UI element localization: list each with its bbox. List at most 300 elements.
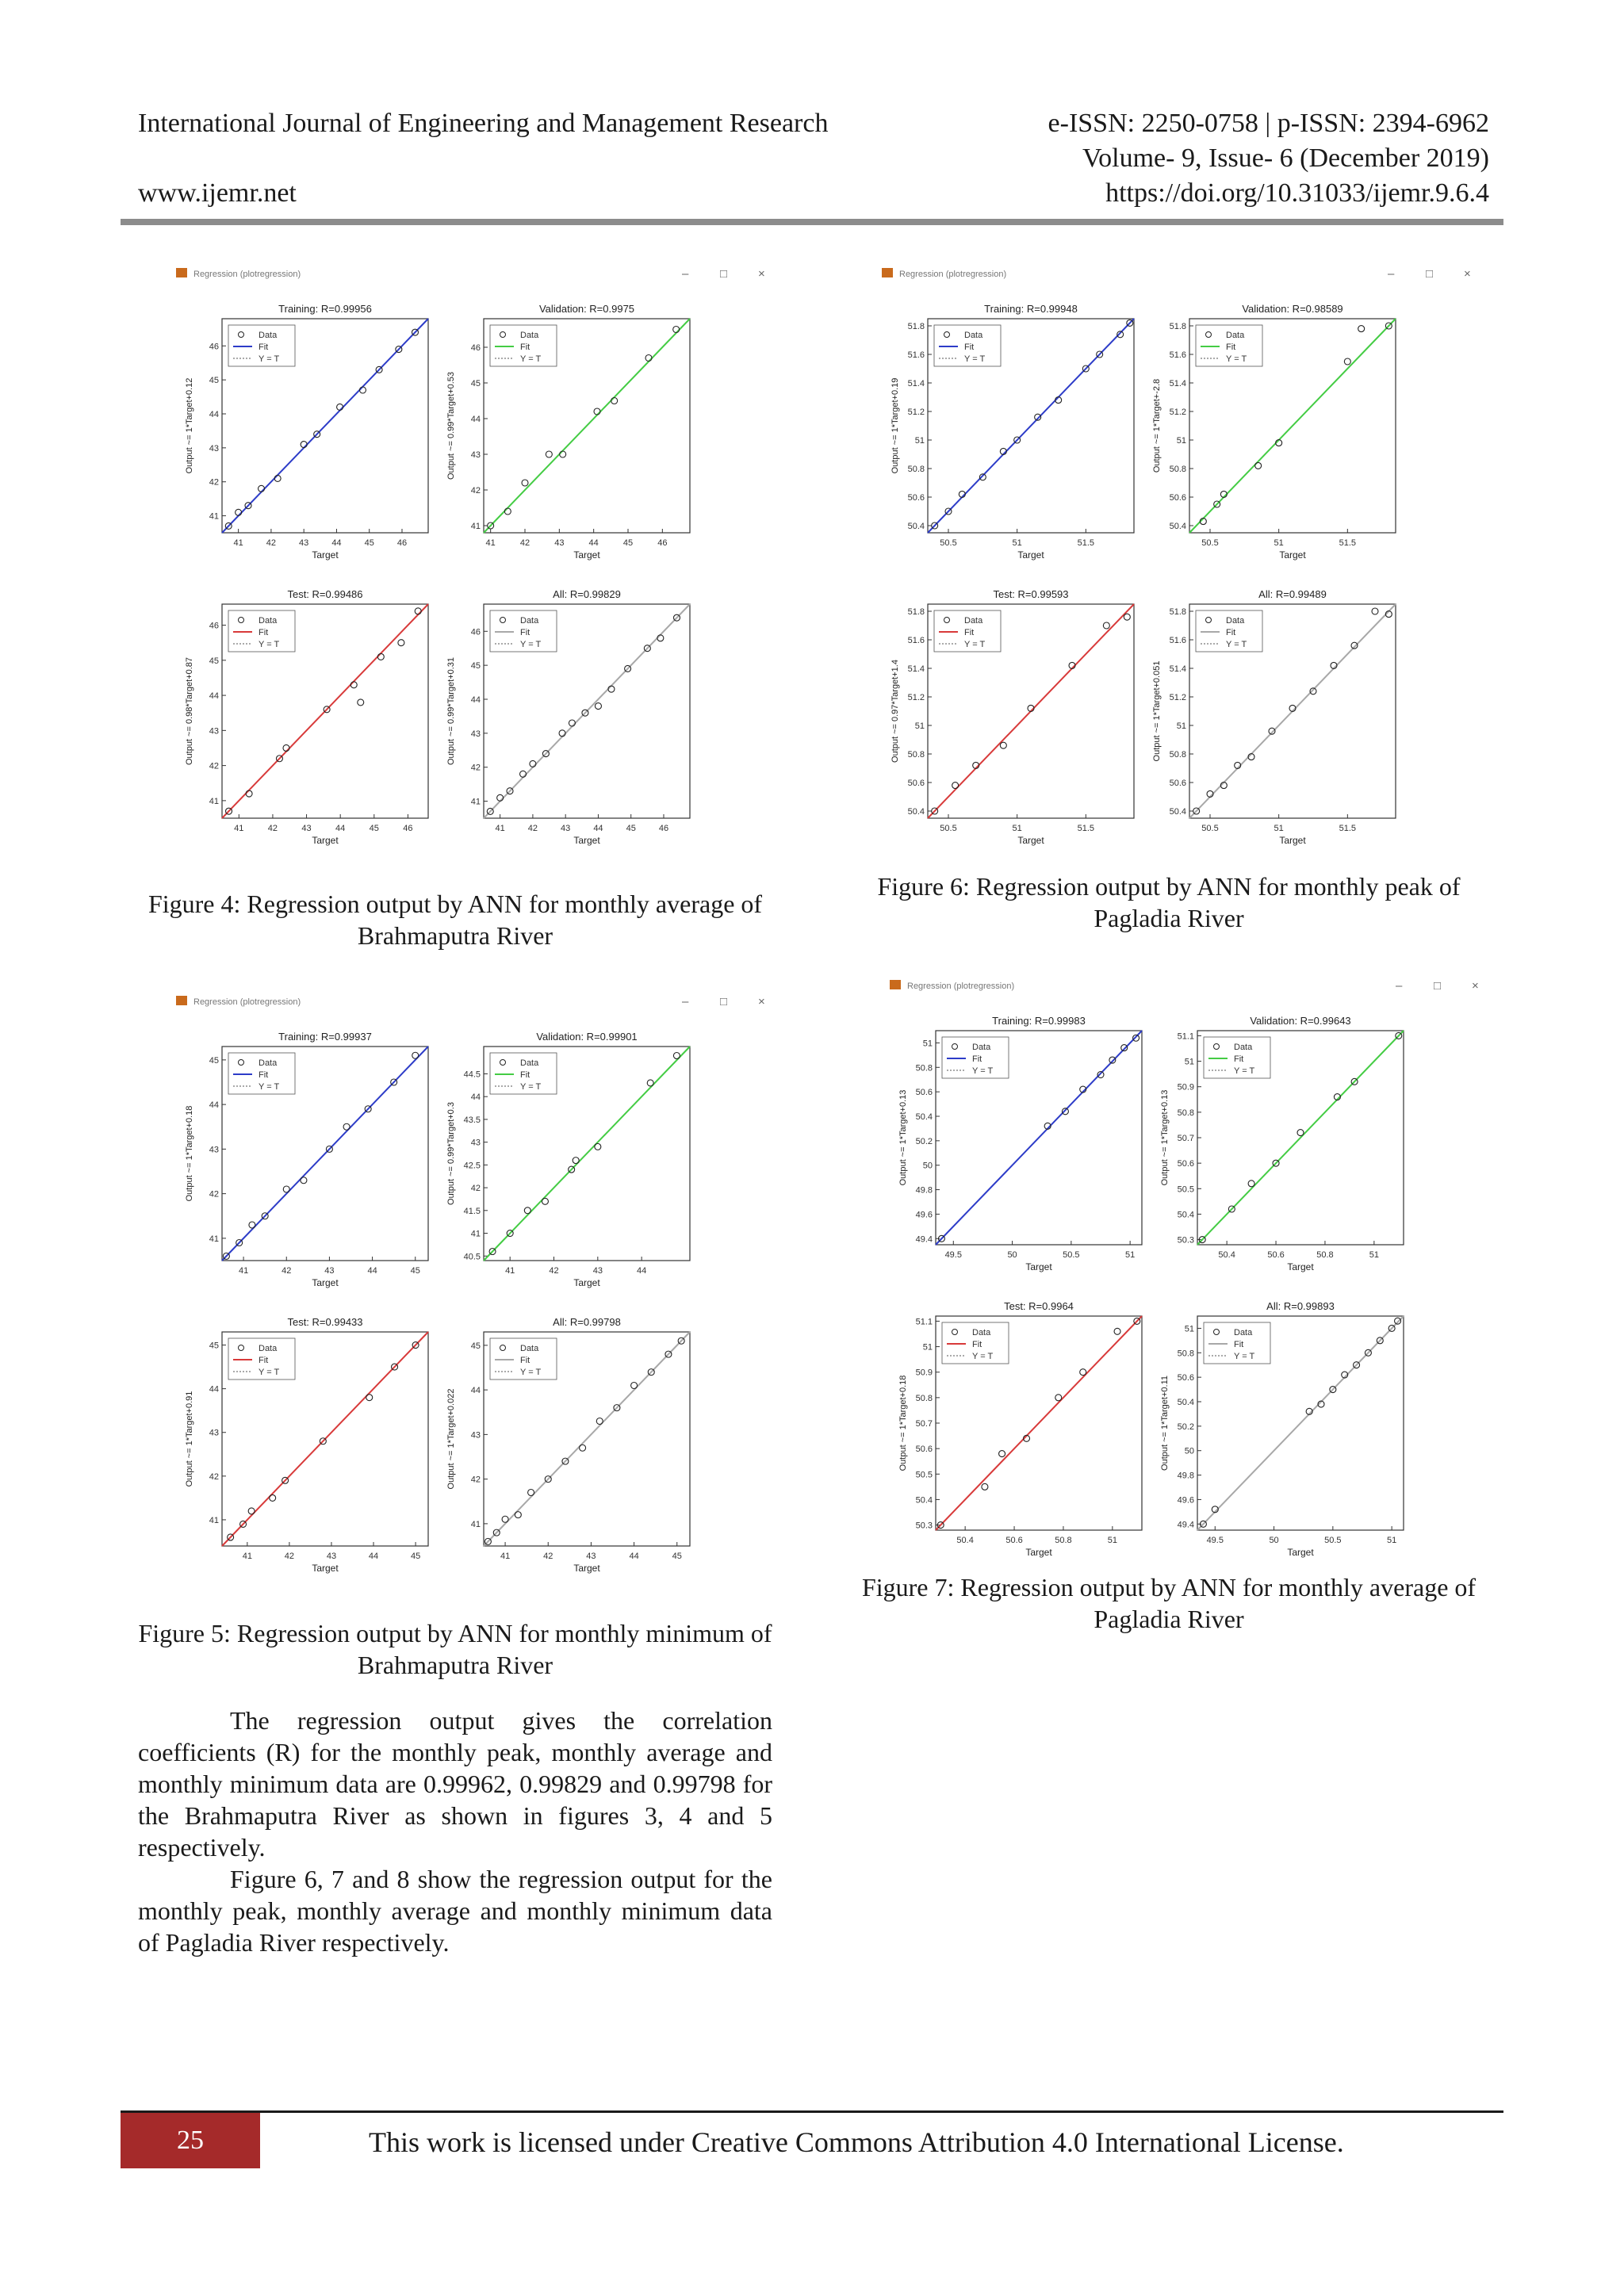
y-tick-label: 41: [209, 796, 219, 806]
legend-yt-label: Y = T: [259, 1082, 280, 1092]
figure-4-caption: Figure 4: Regression output by ANN for monthly average of Brahmaputra River: [147, 890, 763, 950]
legend-yt-label: Y = T: [259, 1368, 280, 1377]
x-axis-label: Target: [573, 549, 600, 561]
plot-title-validation: Validation: R=0.99643: [1250, 1015, 1351, 1027]
maximize-button: □: [720, 995, 728, 1008]
x-tick-label: 50: [1269, 1536, 1279, 1545]
legend-fit-label: Fit: [520, 1356, 530, 1365]
legend-yt-label: Y = T: [1234, 1066, 1255, 1076]
y-tick-label: 51.1: [1177, 1031, 1194, 1042]
x-axis-label: Target: [1287, 1547, 1314, 1558]
regression-window: [872, 967, 1479, 1570]
regression-window: [864, 255, 1471, 858]
minimize-button: –: [682, 267, 689, 281]
x-tick-label: 44: [331, 538, 342, 548]
body-paragraph-2: Figure 6, 7 and 8 show the regression output for the monthly peak, monthly average and monthly minimum data of Pagladia River respectively.: [138, 1865, 772, 1957]
y-tick-label: 44.5: [463, 1070, 481, 1080]
plot-title-all: All: R=0.99893: [1266, 1300, 1335, 1312]
plot-title-training: Training: R=0.99948: [984, 303, 1078, 315]
legend-data-label: Data: [972, 1328, 991, 1337]
y-tick-label: 50.6: [907, 779, 925, 788]
y-tick-label: 50.4: [915, 1112, 933, 1122]
legend-fit-label: Fit: [1226, 342, 1236, 352]
y-tick-label: 49.8: [1177, 1471, 1194, 1481]
y-tick-label: 50.6: [1177, 1159, 1194, 1169]
x-tick-label: 42: [543, 1552, 553, 1561]
x-tick-label: 43: [326, 1552, 337, 1561]
y-tick-label: 50.6: [915, 1445, 933, 1455]
plot-title-training: Training: R=0.99937: [278, 1031, 372, 1043]
x-axis-label: Target: [1017, 835, 1044, 846]
y-tick-label: 50.4: [915, 1495, 933, 1506]
y-tick-label: 50.7: [1177, 1134, 1194, 1143]
y-tick-label: 50.9: [915, 1368, 933, 1378]
legend-data-label: Data: [1234, 1328, 1253, 1337]
y-tick-label: 50: [1184, 1446, 1194, 1456]
figure-7-caption: Figure 7: Regression output by ANN for monthly average of Pagladia River: [861, 1573, 1477, 1633]
y-tick-label: 46: [209, 621, 219, 631]
legend-fit-label: Fit: [964, 628, 975, 637]
y-tick-label: 43.5: [463, 1115, 481, 1125]
y-tick-label: 43: [209, 443, 219, 453]
y-axis-label: Output ~= 1*Target+0.022: [446, 1388, 456, 1490]
y-tick-label: 51.2: [1169, 693, 1186, 702]
plot-title-test: Test: R=0.99486: [287, 588, 363, 600]
legend-data-label: Data: [520, 331, 539, 340]
y-tick-label: 42: [209, 477, 219, 488]
x-tick-label: 45: [364, 538, 374, 548]
x-tick-label: 44: [593, 824, 603, 833]
x-tick-label: 43: [561, 824, 571, 833]
y-tick-label: 51: [922, 1039, 933, 1049]
y-tick-label: 51.2: [907, 693, 925, 702]
legend-fit-label: Fit: [972, 1054, 982, 1064]
legend-data-label: Data: [964, 331, 983, 340]
maximize-button: □: [1434, 979, 1442, 993]
x-tick-label: 50.5: [1324, 1536, 1342, 1545]
y-tick-label: 50.4: [907, 807, 925, 817]
legend-data-label: Data: [972, 1043, 991, 1052]
legend-data-label: Data: [520, 616, 539, 626]
x-tick-label: 43: [324, 1266, 335, 1276]
body-text: [138, 1705, 772, 1958]
legend-yt-label: Y = T: [1234, 1352, 1255, 1361]
y-tick-label: 49.8: [915, 1185, 933, 1196]
legend-yt-label: Y = T: [964, 640, 986, 649]
plot-title-test: Test: R=0.9964: [1004, 1300, 1074, 1312]
y-axis-label: Output ~= 1*Target+0.19: [891, 377, 900, 474]
y-tick-label: 44: [209, 410, 219, 419]
y-tick-label: 50.9: [1177, 1082, 1194, 1093]
y-tick-label: 42: [209, 1471, 219, 1482]
x-tick-label: 51: [1107, 1536, 1117, 1545]
x-tick-label: 42: [267, 824, 278, 833]
y-tick-label: 51.2: [1169, 408, 1186, 417]
x-tick-label: 44: [368, 1552, 379, 1561]
y-tick-label: 51: [1184, 1057, 1194, 1067]
y-tick-label: 51: [1176, 436, 1186, 446]
legend-fit-label: Fit: [259, 1070, 269, 1080]
x-tick-label: 50.5: [940, 824, 957, 833]
y-tick-label: 49.6: [915, 1210, 933, 1220]
x-tick-label: 49.5: [1206, 1536, 1224, 1545]
y-tick-label: 50.4: [1177, 1398, 1194, 1407]
close-button: ×: [1472, 979, 1479, 993]
y-tick-label: 51.4: [1169, 379, 1186, 388]
legend-yt-label: Y = T: [520, 354, 542, 364]
y-tick-label: 46: [209, 342, 219, 352]
x-tick-label: 43: [592, 1266, 603, 1276]
y-tick-label: 41: [470, 1519, 481, 1529]
x-tick-label: 41: [505, 1266, 515, 1276]
x-tick-label: 50.4: [956, 1536, 974, 1545]
legend-yt-label: Y = T: [972, 1352, 994, 1361]
y-tick-label: 50.6: [1177, 1373, 1194, 1383]
y-tick-label: 41: [209, 1234, 219, 1244]
y-tick-label: 50.8: [1169, 750, 1186, 760]
x-tick-label: 50.5: [940, 538, 957, 548]
y-tick-label: 50.3: [1177, 1235, 1194, 1246]
figure-5: [159, 983, 765, 1586]
plot-title-all: All: R=0.99798: [553, 1316, 621, 1328]
y-tick-label: 45: [209, 656, 219, 666]
y-tick-label: 51: [1176, 721, 1186, 731]
y-tick-label: 51.8: [907, 607, 925, 617]
x-tick-label: 43: [299, 538, 309, 548]
x-axis-label: Target: [312, 835, 339, 846]
legend-data-label: Data: [259, 616, 278, 626]
y-tick-label: 51.8: [907, 322, 925, 331]
app-icon: [176, 268, 187, 277]
window-title: Regression (plotregression): [907, 982, 1015, 991]
plot-title-all: All: R=0.99489: [1258, 588, 1327, 600]
y-tick-label: 51.6: [907, 350, 925, 360]
issn-line: e-ISSN: 2250-0758 | p-ISSN: 2394-6962: [1048, 109, 1489, 138]
x-tick-label: 43: [301, 824, 312, 833]
x-tick-label: 41: [238, 1266, 249, 1276]
x-tick-label: 41: [495, 824, 505, 833]
app-icon: [890, 980, 901, 989]
y-tick-label: 50.3: [915, 1521, 933, 1531]
x-tick-label: 50.5: [1063, 1250, 1080, 1260]
y-tick-label: 42: [470, 1184, 481, 1194]
close-button: ×: [1464, 267, 1471, 281]
y-tick-label: 44: [209, 691, 219, 702]
y-tick-label: 51.1: [915, 1317, 933, 1327]
x-tick-label: 42: [527, 824, 538, 833]
x-tick-label: 45: [410, 1266, 420, 1276]
x-tick-label: 41: [234, 824, 244, 833]
legend-yt-label: Y = T: [964, 354, 986, 364]
figure-5-caption: Figure 5: Regression output by ANN for monthly minimum of Brahmaputra River: [138, 1619, 772, 1679]
x-tick-label: 46: [658, 824, 669, 833]
legend-data-label: Data: [964, 616, 983, 626]
x-axis-label: Target: [1287, 1261, 1314, 1272]
x-tick-label: 50.8: [1055, 1536, 1072, 1545]
y-tick-label: 50.8: [915, 1063, 933, 1073]
y-tick-label: 43: [209, 1428, 219, 1438]
x-tick-label: 42: [266, 538, 277, 548]
close-button: ×: [758, 995, 765, 1008]
x-axis-label: Target: [312, 549, 339, 561]
figure-7: [872, 967, 1479, 1570]
legend-yt-label: Y = T: [259, 640, 280, 649]
y-axis-label: Output ~= 1*Target+0.12: [185, 377, 194, 474]
plot-title-validation: Validation: R=0.98589: [1242, 303, 1343, 315]
x-axis-label: Target: [312, 1277, 339, 1288]
legend-yt-label: Y = T: [972, 1066, 994, 1076]
legend-yt-label: Y = T: [1226, 354, 1247, 364]
y-tick-label: 43: [209, 726, 219, 737]
plot-title-all: All: R=0.99829: [553, 588, 621, 600]
legend-fit-label: Fit: [259, 342, 269, 352]
legend-yt-label: Y = T: [1226, 640, 1247, 649]
figure-4: [159, 255, 765, 858]
x-tick-label: 46: [657, 538, 668, 548]
y-axis-label: Output ~= 1*Target+0.11: [1160, 1376, 1170, 1471]
x-tick-label: 44: [588, 538, 599, 548]
x-axis-label: Target: [1279, 549, 1306, 561]
x-tick-label: 51: [1387, 1536, 1397, 1545]
x-tick-label: 51.5: [1339, 538, 1357, 548]
volume-line: Volume- 9, Issue- 6 (December 2019): [1082, 144, 1489, 173]
y-tick-label: 44: [209, 1384, 219, 1395]
x-tick-label: 41: [485, 538, 496, 548]
x-tick-label: 41: [233, 538, 243, 548]
x-tick-label: 50.4: [1218, 1250, 1235, 1260]
y-tick-label: 49.6: [1177, 1495, 1194, 1506]
x-tick-label: 50.6: [1005, 1536, 1023, 1545]
y-tick-label: 44: [470, 415, 481, 424]
x-tick-label: 51: [1125, 1250, 1136, 1260]
y-tick-label: 51: [1184, 1324, 1194, 1334]
y-tick-label: 50.4: [1169, 522, 1186, 531]
y-tick-label: 51: [914, 721, 925, 731]
y-tick-label: 41.5: [463, 1206, 481, 1216]
y-axis-label: Output ~= 0.99*Target+0.53: [446, 371, 456, 480]
y-axis-label: Output ~= 0.99*Target+0.3: [446, 1102, 456, 1205]
y-tick-label: 46: [470, 343, 481, 353]
y-tick-label: 42: [470, 1475, 481, 1485]
y-axis-label: Output ~= 1*Target+0.18: [185, 1105, 194, 1202]
y-tick-label: 44: [470, 1093, 481, 1103]
x-tick-label: 51: [1012, 824, 1022, 833]
y-tick-label: 40.5: [463, 1252, 481, 1262]
x-tick-label: 45: [672, 1552, 682, 1561]
header-rule: [121, 219, 1503, 225]
app-icon: [882, 268, 893, 277]
y-tick-label: 43: [470, 729, 481, 739]
legend-data-label: Data: [1226, 616, 1245, 626]
y-tick-label: 50.8: [1169, 465, 1186, 474]
maximize-button: □: [720, 267, 728, 281]
y-tick-label: 44: [470, 695, 481, 705]
x-tick-label: 49.5: [944, 1250, 962, 1260]
minimize-button: –: [1396, 979, 1403, 993]
x-tick-label: 45: [410, 1552, 421, 1561]
y-tick-label: 44: [209, 1100, 219, 1111]
figure-6-caption: Figure 6: Regression output by ANN for monthly peak of Pagladia River: [877, 872, 1461, 932]
x-tick-label: 51: [1012, 538, 1022, 548]
y-tick-label: 51.4: [907, 664, 925, 674]
y-tick-label: 49.4: [1177, 1520, 1194, 1530]
plot-title-training: Training: R=0.99983: [992, 1015, 1086, 1027]
y-tick-label: 51.6: [1169, 636, 1186, 645]
y-tick-label: 44: [470, 1386, 481, 1396]
y-tick-label: 49.4: [915, 1234, 933, 1245]
regression-window: [159, 255, 765, 858]
y-tick-label: 45: [470, 661, 481, 672]
y-tick-label: 42: [470, 763, 481, 773]
x-tick-label: 42: [284, 1552, 295, 1561]
y-tick-label: 50.4: [907, 522, 925, 531]
legend-data-label: Data: [259, 1058, 278, 1068]
y-tick-label: 42.5: [463, 1161, 481, 1171]
x-tick-label: 44: [367, 1266, 377, 1276]
plot-title-training: Training: R=0.99956: [278, 303, 372, 315]
maximize-button: □: [1426, 267, 1434, 281]
legend-data-label: Data: [259, 331, 278, 340]
legend-fit-label: Fit: [259, 1356, 269, 1365]
y-tick-label: 43: [470, 1430, 481, 1441]
x-tick-label: 51: [1274, 824, 1284, 833]
journal-site[interactable]: www.ijemr.net: [138, 178, 297, 208]
x-tick-label: 43: [586, 1552, 596, 1561]
x-tick-label: 51.5: [1077, 538, 1095, 548]
y-tick-label: 50.8: [1177, 1108, 1194, 1118]
y-tick-label: 51.2: [907, 408, 925, 417]
y-tick-label: 51.8: [1169, 322, 1186, 331]
y-tick-label: 45: [209, 1341, 219, 1351]
y-tick-label: 50.8: [1177, 1349, 1194, 1359]
x-tick-label: 50: [1007, 1250, 1017, 1260]
y-tick-label: 50.7: [915, 1419, 933, 1429]
x-tick-label: 51.5: [1339, 824, 1357, 833]
x-axis-label: Target: [573, 835, 600, 846]
x-tick-label: 44: [335, 824, 346, 833]
x-axis-label: Target: [573, 1563, 600, 1574]
y-tick-label: 51: [922, 1342, 933, 1353]
y-tick-label: 50.6: [907, 493, 925, 503]
y-axis-label: Output ~= 1*Target+0.13: [1160, 1089, 1170, 1186]
legend-yt-label: Y = T: [259, 354, 280, 364]
y-axis-label: Output ~= 0.98*Target+0.87: [185, 656, 194, 766]
legend-yt-label: Y = T: [520, 1082, 542, 1092]
header-left: [138, 106, 828, 211]
y-tick-label: 51.4: [1169, 664, 1186, 674]
y-axis-label: Output ~= 0.97*Target+1.4: [891, 660, 900, 763]
y-axis-label: Output ~= 1*Target+-2.8: [1152, 378, 1162, 473]
x-tick-label: 42: [549, 1266, 559, 1276]
y-tick-label: 50.8: [907, 750, 925, 760]
y-tick-label: 42: [209, 1189, 219, 1200]
minimize-button: –: [1388, 267, 1395, 281]
y-tick-label: 50.5: [915, 1470, 933, 1480]
legend-fit-label: Fit: [972, 1340, 982, 1349]
y-tick-label: 50.8: [907, 465, 925, 474]
x-tick-label: 50.5: [1201, 824, 1219, 833]
x-tick-label: 45: [626, 824, 636, 833]
figure-6: [864, 255, 1471, 858]
y-tick-label: 41: [470, 797, 481, 807]
y-tick-label: 41: [209, 1515, 219, 1525]
regression-window: [159, 983, 765, 1586]
x-tick-label: 50.5: [1201, 538, 1219, 548]
legend-fit-label: Fit: [259, 628, 269, 637]
plot-title-validation: Validation: R=0.9975: [538, 303, 635, 315]
x-axis-label: Target: [1017, 549, 1044, 561]
y-tick-label: 51.6: [1169, 350, 1186, 360]
minimize-button: –: [682, 995, 689, 1008]
doi-line[interactable]: https://doi.org/10.31033/ijemr.9.6.4: [1105, 178, 1489, 208]
plot-title-test: Test: R=0.99593: [993, 588, 1069, 600]
y-tick-label: 51.4: [907, 379, 925, 388]
y-tick-label: 45: [470, 1341, 481, 1351]
page-number: 25: [121, 2113, 260, 2168]
y-axis-label: Output ~= 1*Target+0.13: [898, 1089, 908, 1186]
y-tick-label: 46: [470, 627, 481, 637]
x-tick-label: 50.8: [1316, 1250, 1334, 1260]
x-axis-label: Target: [312, 1563, 339, 1574]
x-tick-label: 41: [242, 1552, 252, 1561]
y-tick-label: 43: [209, 1145, 219, 1155]
journal-title: International Journal of Engineering and Management Research: [138, 109, 829, 138]
legend-fit-label: Fit: [964, 342, 975, 352]
legend-data-label: Data: [520, 1058, 539, 1068]
y-tick-label: 50.6: [915, 1088, 933, 1098]
close-button: ×: [758, 267, 765, 281]
window-title: Regression (plotregression): [193, 270, 301, 279]
legend-data-label: Data: [259, 1344, 278, 1353]
x-axis-label: Target: [1025, 1547, 1052, 1558]
y-tick-label: 41: [209, 511, 219, 522]
legend-yt-label: Y = T: [520, 1368, 542, 1377]
y-axis-label: Output ~= 1*Target+0.18: [898, 1375, 908, 1471]
x-tick-label: 46: [403, 824, 413, 833]
x-tick-label: 45: [369, 824, 379, 833]
y-tick-label: 50: [922, 1161, 933, 1171]
x-tick-label: 50.6: [1267, 1250, 1285, 1260]
plot-title-test: Test: R=0.99433: [287, 1316, 363, 1328]
plot-title-validation: Validation: R=0.99901: [536, 1031, 638, 1043]
license-text: This work is licensed under Creative Commons Attribution 4.0 International License.: [369, 2126, 1344, 2158]
x-tick-label: 44: [629, 1552, 639, 1561]
y-tick-label: 50.6: [1169, 779, 1186, 788]
y-tick-label: 51.6: [907, 636, 925, 645]
y-tick-label: 50.4: [1169, 807, 1186, 817]
legend-fit-label: Fit: [520, 628, 530, 637]
legend-fit-label: Fit: [520, 1070, 530, 1080]
x-tick-label: 51: [1274, 538, 1284, 548]
y-tick-label: 45: [209, 1055, 219, 1066]
window-title: Regression (plotregression): [899, 270, 1007, 279]
legend-data-label: Data: [1234, 1043, 1253, 1052]
x-tick-label: 46: [396, 538, 408, 548]
y-tick-label: 45: [209, 376, 219, 386]
legend-yt-label: Y = T: [520, 640, 542, 649]
y-axis-label: Output ~= 0.99*Target+0.31: [446, 656, 456, 766]
body-paragraph-1: The regression output gives the correlation coefficients (R) for the monthly peak, monthly average and monthly minimum data are 0.99962, 0.99829 and 0.99798 for the Brahmaputra River as shown in figures 3, 4 and 5 respectively.: [138, 1706, 772, 1862]
x-tick-label: 42: [282, 1266, 292, 1276]
window-title: Regression (plotregression): [193, 997, 301, 1007]
legend-fit-label: Fit: [1234, 1340, 1244, 1349]
y-tick-label: 50.6: [1169, 493, 1186, 503]
x-tick-label: 45: [622, 538, 634, 548]
y-tick-label: 50.2: [915, 1136, 933, 1146]
legend-data-label: Data: [520, 1344, 539, 1353]
legend-fit-label: Fit: [520, 342, 530, 352]
legend-fit-label: Fit: [1234, 1054, 1244, 1064]
